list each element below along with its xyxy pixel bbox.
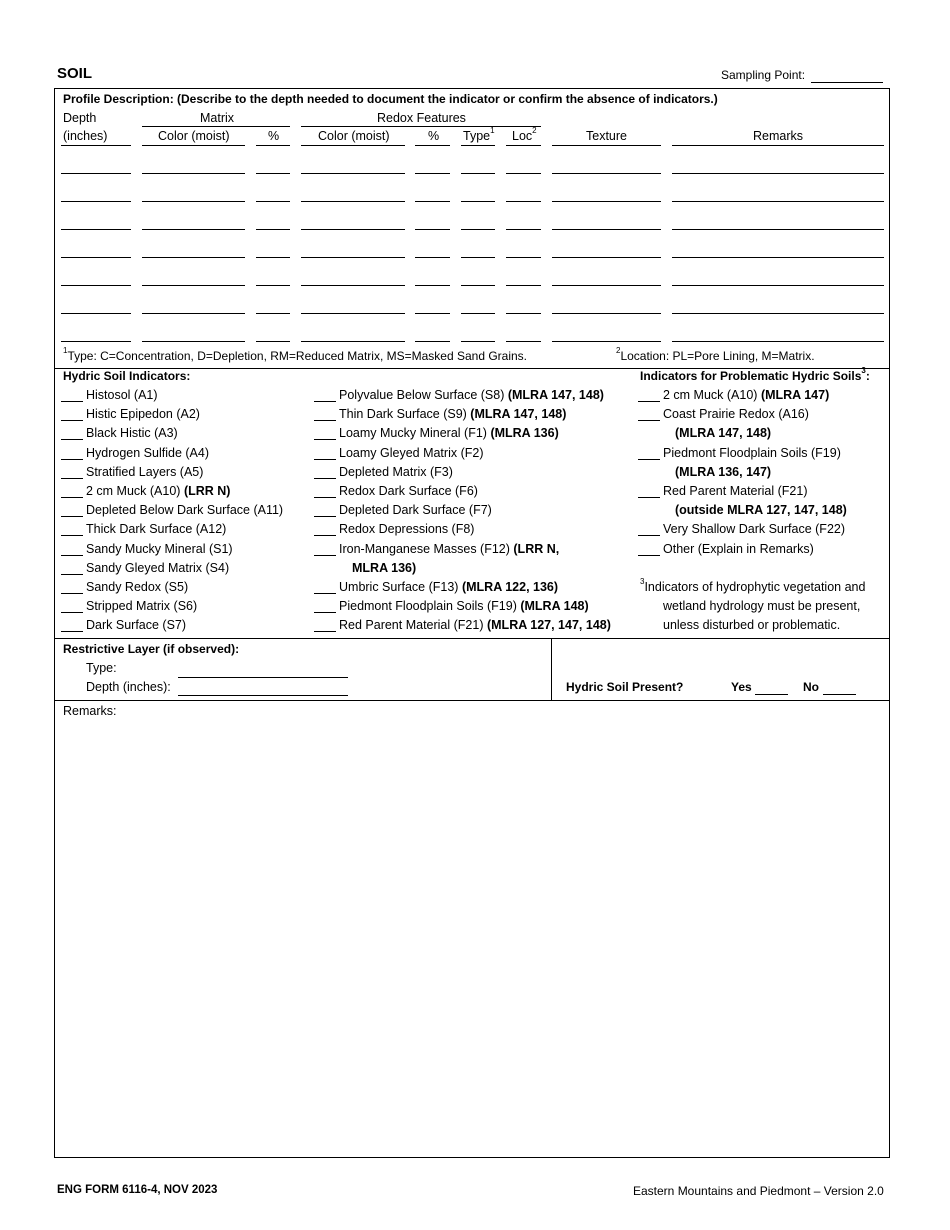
profile-cell-field[interactable] [142,285,245,286]
profile-cell-field[interactable] [552,173,661,174]
profile-cell-field[interactable] [256,285,290,286]
hydric-indicator-item [638,503,847,517]
indicator-label: Thick Dark Surface (A12) [86,522,227,537]
profile-cell-field[interactable] [415,341,450,342]
profile-cell-field[interactable] [506,257,541,258]
hydric-indicator-item [314,599,589,613]
indicator-label: Redox Dark Surface (F6) [339,484,478,498]
indicator-checkbox[interactable] [61,389,83,402]
indicator-checkbox[interactable] [314,485,336,498]
restrictive-depth-field[interactable] [178,695,348,696]
hydric-indicator-item [314,426,559,440]
profile-cell-field[interactable] [552,229,661,230]
indicator-label: Polyvalue Below Surface (S8) [339,388,508,402]
profile-cell-field[interactable] [672,173,884,174]
profile-cell-field[interactable] [506,229,541,230]
hydric-indicator-item [61,580,188,594]
remarks-area[interactable] [63,722,881,1152]
indicator-checkbox[interactable] [61,504,83,517]
type-footnote: $^1$Type: C=Concentration, D=Depletion, RM=Reduced Matrix, MS=Masked Sand Grains. [63,346,528,363]
indicator-label: Sandy Redox (S5) [86,580,189,594]
profile-cell-field[interactable] [506,313,541,314]
indicator-label: Thin Dark Surface (S9) [339,407,471,422]
indicator-mlra: (MLRA 147, 148) [675,426,772,441]
indicator-checkbox[interactable] [61,619,83,632]
indicator-label: Depleted Dark Surface (F7) [339,503,492,518]
indicator-label: Sandy Mucky Mineral (S1) [86,541,233,556]
hydric-indicator-item [638,542,814,556]
profile-cell-field[interactable] [142,313,245,314]
restrictive-layer-title: Restrictive Layer (if observed): [63,642,240,656]
profile-cell-field[interactable] [552,257,661,258]
profile-cell-field[interactable] [552,341,661,342]
profile-cell-field[interactable] [506,173,541,174]
profile-header-rule [415,145,450,146]
indicator-mlra: (MLRA 136) [490,426,559,441]
indicator-label: Red Parent Material (F21) [663,484,808,498]
profile-cell-field[interactable] [61,201,131,202]
profile-cell-field[interactable] [415,173,450,174]
indicator-label: Other (Explain in Remarks) [663,541,814,556]
profile-cell-field[interactable] [142,257,245,258]
indicator-checkbox[interactable] [314,389,336,402]
profile-cell-field[interactable] [301,201,405,202]
profile-cell-field[interactable] [672,201,884,202]
indicator-checkbox[interactable] [638,485,660,498]
profile-cell-field[interactable] [672,313,884,314]
profile-header-rule [61,145,131,146]
hydric-indicator-item [314,580,558,594]
profile-header-rule [256,145,290,146]
indicator-label: Hydrogen Sulfide (A4) [86,445,209,460]
hydric-indicator-item [638,522,845,536]
indicator-label: Stripped Matrix (S6) [86,599,198,614]
hydric-indicator-item [638,465,771,479]
indicator-label: Depleted Matrix (F3) [339,464,453,479]
hydric-indicator-item [638,407,809,421]
profile-header-rule [461,145,495,146]
indicator-checkbox[interactable] [638,408,660,421]
indicator-checkbox[interactable] [314,619,336,632]
indicator-label: Loamy Mucky Mineral (F1) [339,426,491,441]
indicator-checkbox[interactable] [314,581,336,594]
indicator-checkbox[interactable] [314,543,336,556]
hydric-indicator-item [61,522,226,536]
indicator-mlra: (MLRA 122, 136) [461,580,559,594]
profile-cell-field[interactable] [415,257,450,258]
indicator-mlra: MLRA 136) [352,560,417,575]
page-title: SOIL [57,65,93,82]
loc-header: Loc$^2$ [512,126,537,143]
indicator-label: Black Histic (A3) [86,426,178,441]
indicator-checkbox[interactable] [61,485,83,498]
hydric-indicator-item [314,465,453,479]
profile-cell-field[interactable] [461,201,495,202]
profile-cell-field[interactable] [61,257,131,258]
indicator-label: Stratified Layers (A5) [86,464,204,479]
hydric-indicator-item [638,388,829,402]
indicator-label: Piedmont Floodplain Soils (F19) [339,599,521,614]
indicator-label: Dark Surface (S7) [86,618,187,633]
profile-header-rule [301,145,405,146]
restrictive-depth-label: Depth (inches): [86,680,171,694]
hydric-indicator-item [61,503,283,517]
profile-cell-field[interactable] [301,229,405,230]
indicator-label: Umbric Surface (F13) [339,580,462,594]
profile-cell-field[interactable] [142,229,245,230]
profile-cell-field[interactable] [415,285,450,286]
profile-cell-field[interactable] [552,201,661,202]
sampling-point-field[interactable] [811,82,883,83]
indicator-checkbox[interactable] [61,466,83,479]
indicator-checkbox[interactable] [638,447,660,460]
profile-cell-field[interactable] [301,285,405,286]
remarks-header: Remarks [753,129,804,143]
profile-cell-field[interactable] [61,341,131,342]
profile-cell-field[interactable] [415,313,450,314]
indicator-mlra: (MLRA 147) [760,388,830,402]
hydric-indicator-item [314,503,492,517]
redox-label: Redox Features [377,111,466,125]
indicator-label: Coast Prairie Redox (A16) [663,407,809,422]
hydric-indicator-item [314,522,474,536]
redox-percent-header: % [428,129,440,143]
indicator-checkbox[interactable] [314,447,336,460]
matrix-underline [142,126,290,127]
hydric-soil-present-label: Hydric Soil Present? [566,680,684,694]
profile-cell-field[interactable] [256,257,290,258]
hydric-indicator-item [314,484,478,498]
indicator-label: Loamy Gleyed Matrix (F2) [339,445,484,460]
profile-cell-field[interactable] [415,201,450,202]
hydric-indicator-item [61,446,209,460]
indicator-mlra: (MLRA 127, 147, 148) [486,618,611,633]
profile-cell-field[interactable] [552,285,661,286]
indicator-mlra: (MLRA 147, 148) [470,407,567,422]
indicator-label: Red Parent Material (F21) [339,618,487,633]
profile-cell-field[interactable] [61,285,131,286]
indicator-checkbox[interactable] [61,581,83,594]
indicator-label: 2 cm Muck (A10) [86,484,184,498]
indicator-checkbox[interactable] [314,408,336,421]
profile-cell-field[interactable] [301,173,405,174]
hydric-indicator-item [61,561,229,575]
indicator-mlra: (MLRA 148) [520,599,589,614]
hydric-indicators-title: Hydric Soil Indicators: [63,369,191,383]
profile-cell-field[interactable] [301,313,405,314]
indicator-checkbox[interactable] [638,523,660,536]
profile-cell-field[interactable] [461,313,495,314]
profile-cell-field[interactable] [506,285,541,286]
hydric-indicator-item [61,484,230,498]
profile-cell-field[interactable] [461,285,495,286]
problematic-indicators-title: Indicators for Problematic Hydric Soils$^3$: [640,366,870,383]
indicators-divider [54,638,890,639]
indicator-checkbox[interactable] [638,389,660,402]
hydric-indicator-item [638,426,771,440]
profile-cell-field[interactable] [672,341,884,342]
profile-cell-field[interactable] [301,341,405,342]
indicator-checkbox[interactable] [61,523,83,536]
profile-cell-field[interactable] [61,229,131,230]
redox-color-header: Color (moist) [318,129,390,143]
indicator-label: Depleted Below Dark Surface (A11) [86,503,284,518]
form-number: ENG FORM 6116-4, NOV 2023 [57,1184,218,1196]
profile-cell-field[interactable] [256,229,290,230]
remarks-divider [54,700,890,701]
profile-cell-field[interactable] [142,173,245,174]
indicator-checkbox[interactable] [314,466,336,479]
profile-header-rule [142,145,245,146]
profile-cell-field[interactable] [461,229,495,230]
profile-cell-field[interactable] [301,257,405,258]
hydric-indicator-item [314,388,604,402]
profile-cell-field[interactable] [461,257,495,258]
profile-cell-field[interactable] [461,341,495,342]
hydrophytic-note: $^3$Indicators of hydrophytic vegetation and [640,577,866,594]
profile-cell-field[interactable] [506,341,541,342]
indicator-checkbox[interactable] [638,543,660,556]
profile-cell-field[interactable] [61,173,131,174]
hydric-indicator-item [638,484,808,498]
depth-units: (inches) [63,129,108,143]
indicator-label: 2 cm Muck (A10) [663,388,761,402]
profile-cell-field[interactable] [256,173,290,174]
matrix-label: Matrix [200,111,235,125]
profile-description: Profile Description: (Describe to the depth needed to document the indicator or confirm the absence of indicators.) [63,92,718,106]
indicator-label: Redox Depressions (F8) [339,522,475,537]
hydric-indicator-item [61,542,233,556]
hydric-indicator-item [61,407,200,421]
restrictive-type-field[interactable] [178,677,348,678]
profile-cell-field[interactable] [506,201,541,202]
indicator-mlra: (outside MLRA 127, 147, 148) [675,503,847,518]
profile-cell-field[interactable] [461,173,495,174]
profile-cell-field[interactable] [672,285,884,286]
indicator-checkbox[interactable] [314,427,336,440]
indicator-mlra: (LRR N) [183,484,231,498]
profile-cell-field[interactable] [552,313,661,314]
profile-cell-field[interactable] [142,201,245,202]
indicator-checkbox[interactable] [61,447,83,460]
indicator-checkbox[interactable] [314,523,336,536]
location-footnote: $^2$Location: PL=Pore Lining, M=Matrix. [616,346,815,363]
indicator-checkbox[interactable] [314,600,336,613]
indicator-checkbox[interactable] [61,408,83,421]
indicator-checkbox[interactable] [61,600,83,613]
hydric-indicator-item [61,426,178,440]
hydrophytic-note-line-2: wetland hydrology must be present, [663,599,861,613]
hydric-indicator-item [314,561,416,575]
indicator-mlra: (LRR N, [513,541,560,556]
restrictive-type-label: Type: [86,661,117,675]
profile-cell-field[interactable] [61,313,131,314]
profile-cell-field[interactable] [142,341,245,342]
profile-cell-field[interactable] [256,201,290,202]
indicator-label: Histosol (A1) [86,388,158,402]
profile-cell-field[interactable] [256,313,290,314]
hydric-indicator-item [61,618,186,632]
hydric-indicator-item [314,446,483,460]
indicator-label: Sandy Gleyed Matrix (S4) [86,560,230,575]
profile-cell-field[interactable] [415,229,450,230]
hydric-indicator-item [314,542,559,556]
indicator-label: Very Shallow Dark Surface (F22) [663,522,846,537]
profile-header-rule [672,145,884,146]
hydric-indicator-item [61,599,197,613]
profile-cell-field[interactable] [256,341,290,342]
indicator-mlra: (MLRA 147, 148) [507,388,604,402]
indicator-checkbox[interactable] [61,562,83,575]
indicator-label: Piedmont Floodplain Soils (F19) [663,445,841,460]
hydric-indicator-item [638,446,841,460]
indicator-checkbox[interactable] [61,427,83,440]
sampling-point-label: Sampling Point: [721,68,806,82]
indicator-checkbox[interactable] [61,543,83,556]
indicator-label: Histic Epipedon (A2) [86,407,200,422]
hydric-indicator-item [314,407,566,421]
type-header: Type$^1$ [463,126,495,143]
matrix-color-header: Color (moist) [158,129,230,143]
profile-header-rule [552,145,661,146]
profile-header-rule [506,145,541,146]
indicator-label: Iron-Manganese Masses (F12) [339,541,514,556]
hydric-indicator-item [314,618,611,632]
yes-label: Yes [731,680,752,694]
indicator-mlra: (MLRA 136, 147) [675,464,772,479]
form-version: Eastern Mountains and Piedmont – Version 2.0 [633,1184,884,1198]
restrictive-divider [551,638,552,700]
hydric-indicator-item [61,465,203,479]
hydric-indicator-item [61,388,158,402]
hydrophytic-note-line-3: unless disturbed or problematic. [663,618,841,632]
depth-label: Depth [63,111,97,125]
remarks-label: Remarks: [63,704,117,718]
no-field[interactable] [823,694,856,695]
profile-cell-field[interactable] [672,229,884,230]
indicator-checkbox[interactable] [314,504,336,517]
yes-field[interactable] [755,694,788,695]
matrix-percent-header: % [268,129,280,143]
no-label: No [803,680,819,694]
redox-underline [301,126,541,127]
texture-header: Texture [586,129,627,143]
profile-cell-field[interactable] [672,257,884,258]
